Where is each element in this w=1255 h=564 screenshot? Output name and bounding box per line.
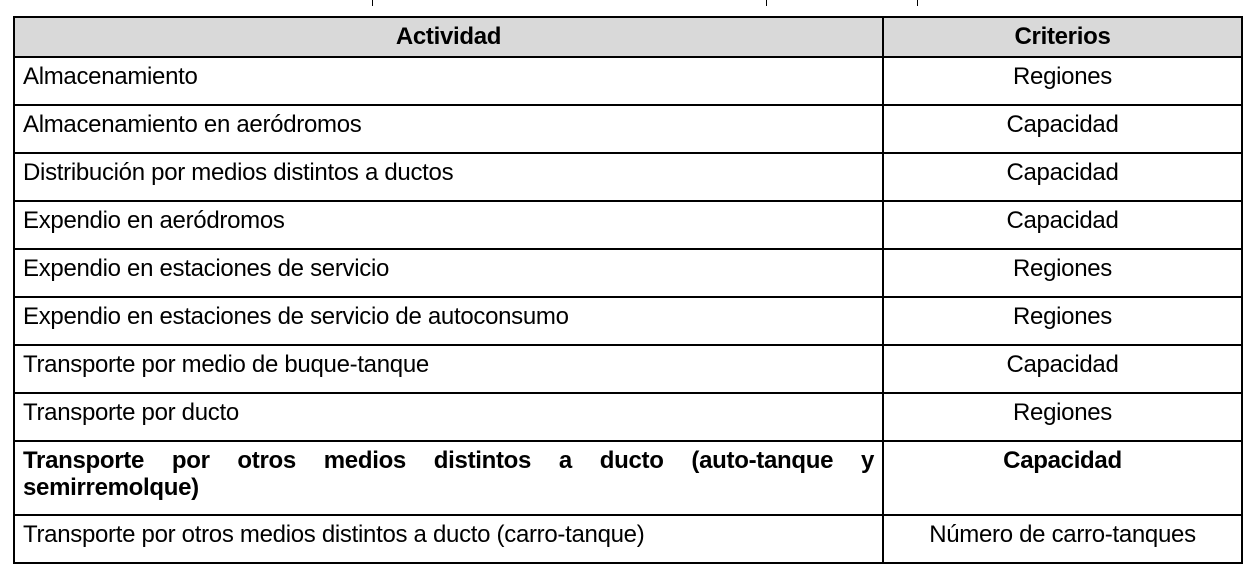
criteria-cell: Capacidad (883, 105, 1242, 153)
activity-cell: Transporte por medio de buque-tanque (14, 345, 883, 393)
activity-cell: Almacenamiento en aeródromos (14, 105, 883, 153)
cropped-text-fragment (0, 0, 1255, 8)
table-row (14, 105, 1242, 153)
table-row (14, 515, 1242, 563)
activity-cell: Transporte por otros medios distintos a ducto (auto-tanque y semirremolque) (14, 441, 883, 515)
criteria-cell: Capacidad (883, 441, 1242, 515)
table-body (14, 57, 1242, 563)
criteria-cell: Capacidad (883, 345, 1242, 393)
activity-cell: Transporte por otros medios distintos a ducto (carro-tanque) (14, 515, 883, 563)
table-row (14, 393, 1242, 441)
table-row (14, 345, 1242, 393)
table-row (14, 249, 1242, 297)
criteria-cell: Regiones (883, 393, 1242, 441)
table-row (14, 297, 1242, 345)
activity-cell: Expendio en estaciones de servicio de autoconsumo (14, 297, 883, 345)
table-header (14, 17, 1242, 57)
criteria-cell: Regiones (883, 249, 1242, 297)
text-fragment-mark (917, 0, 918, 6)
criteria-cell: Capacidad (883, 201, 1242, 249)
text-fragment-mark (766, 0, 767, 6)
table-row (14, 153, 1242, 201)
activity-cell: Expendio en aeródromos (14, 201, 883, 249)
text-fragment-mark (372, 0, 373, 6)
table-row (14, 201, 1242, 249)
criteria-cell: Regiones (883, 57, 1242, 105)
header-row (14, 17, 1242, 57)
criteria-cell: Regiones (883, 297, 1242, 345)
criteria-cell: Número de carro-tanques (883, 515, 1242, 563)
criteria-cell: Capacidad (883, 153, 1242, 201)
header-criteria: Criterios (883, 17, 1242, 57)
header-activity: Actividad (14, 17, 883, 57)
activity-cell: Distribución por medios distintos a ductos (14, 153, 883, 201)
activity-cell: Expendio en estaciones de servicio (14, 249, 883, 297)
activity-cell: Almacenamiento (14, 57, 883, 105)
table-row-highlighted (14, 441, 1242, 515)
table-row (14, 57, 1242, 105)
activity-criteria-table (13, 16, 1243, 564)
activity-cell: Transporte por ducto (14, 393, 883, 441)
